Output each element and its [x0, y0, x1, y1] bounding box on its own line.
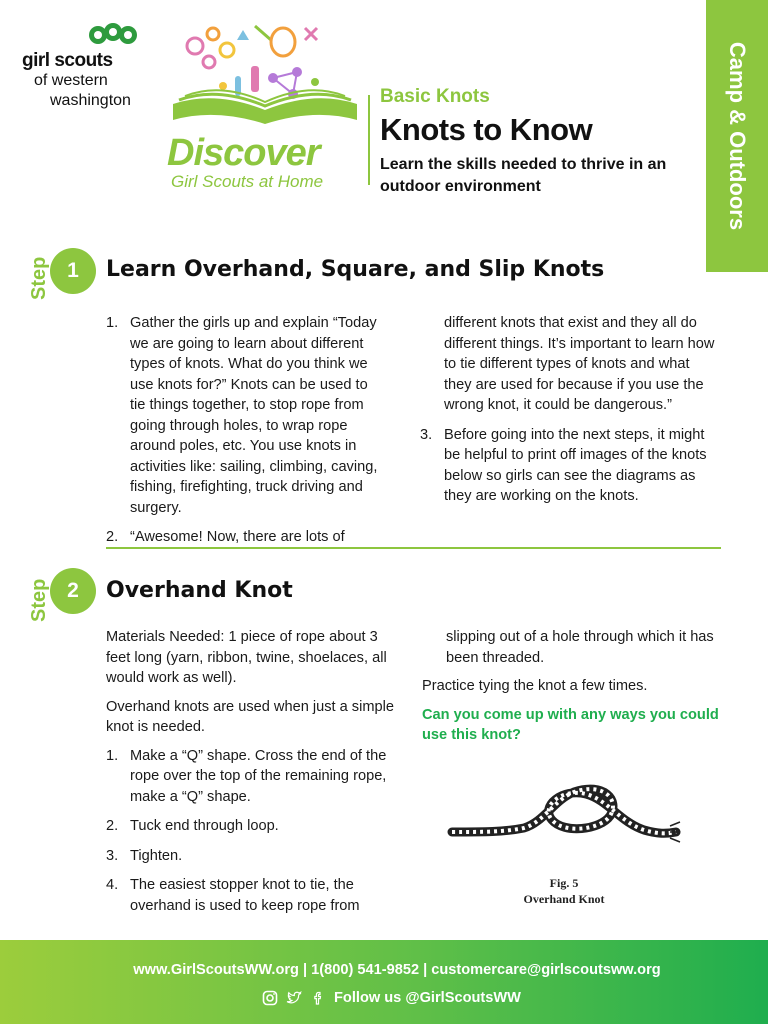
- discover-wordmark: Discover: [167, 132, 320, 174]
- discover-logo: [165, 20, 365, 190]
- step1-title: Learn Overhand, Square, and Slip Knots: [106, 257, 605, 282]
- social-row: [262, 990, 521, 1006]
- list-item: 1. Make a “Q” shape. Cross the end of the rope over the top of the remaining rope, make a “Q” shape.: [106, 747, 387, 805]
- step1-label: Step: [28, 256, 50, 300]
- trefoil-icon: [88, 22, 138, 48]
- overhand-knot-figure: [444, 770, 684, 920]
- category-label: Camp & Outdoors: [725, 41, 750, 231]
- step2-label: Step: [28, 578, 50, 622]
- question-callout: Can you come up with any ways you could use this knot?: [422, 706, 719, 743]
- contact-info: www.GirlScoutsWW.org | 1(800) 541-9852 | customercare@girlscoutsww.org: [133, 962, 661, 978]
- step1-column-right: [420, 313, 720, 516]
- org-name-line1: girl scouts: [22, 50, 113, 71]
- step2-column-right: [422, 627, 722, 754]
- list-item: 3. Tighten.: [106, 847, 183, 864]
- girl-scouts-logo: [22, 22, 142, 109]
- list-item: 4. The easiest stopper knot to tie, the overhand is used to keep rope from: [106, 877, 360, 914]
- step1-number-badge: 1: [50, 248, 96, 294]
- list-item: 2. Tuck end through loop.: [106, 818, 279, 834]
- step2-title: Overhand Knot: [106, 578, 293, 603]
- overhand-knot-illustration-icon: [444, 770, 684, 880]
- step1-column-left: [106, 313, 386, 557]
- facebook-icon[interactable]: [310, 990, 326, 1006]
- step2-column-left: [106, 627, 406, 925]
- materials-text: Materials Needed: 1 piece of rope about 3 feet long (yarn, ribbon, twine, shoelaces, all would work as well).: [106, 629, 387, 686]
- open-book-illustration-icon: [165, 20, 365, 138]
- figure-label: Fig. 5: [549, 876, 579, 890]
- header-divider: [368, 95, 370, 185]
- follow-text[interactable]: Follow us @GirlScoutsWW: [334, 990, 521, 1006]
- category-side-tab: [706, 0, 768, 272]
- list-item: 2. “Awesome! Now, there are lots of: [106, 529, 345, 545]
- step2-number-badge: 2: [50, 568, 96, 614]
- figure-caption: Overhand Knot: [523, 892, 605, 906]
- list-item: 3. Before going into the next steps, it might be helpful to print off images of the knots below so girls can see the diagrams as they are working on the knots.: [420, 426, 707, 504]
- discover-subtitle: Girl Scouts at Home: [171, 172, 324, 191]
- list-item-continued: different knots that exist and they all do different things. It’s important to learn how to tie different types of knots and what they are used for because if you use the wrong knot, it could be dangerous.”: [444, 315, 715, 413]
- page-description: Learn the skills needed to thrive in an outdoor environment: [380, 156, 667, 195]
- list-item: 1. Gather the girls up and explain “Today we are going to learn about different types of knots. What do you think we use knots for?” Knots can be used to tie things together, to stop rope from going through holes, to wrap rope around poles, etc. You use knots in activities like: sailing, climbing, caving, fishing, firefighting, truck driving and surgery.: [106, 315, 378, 516]
- practice-text: Practice tying the knot a few times.: [422, 678, 648, 694]
- list-item-continued: slipping out of a hole through which it has been threaded.: [446, 629, 714, 666]
- instagram-icon[interactable]: [262, 990, 278, 1006]
- org-name-line2: of western: [34, 72, 108, 89]
- page-title: Knots to Know: [380, 112, 593, 147]
- intro-text: Overhand knots are used when just a simple knot is needed.: [106, 698, 394, 735]
- title-block: [380, 86, 700, 198]
- kicker-text: Basic Knots: [380, 86, 490, 107]
- footer-bar: [0, 940, 768, 1024]
- section-divider: [106, 547, 721, 549]
- twitter-icon[interactable]: [286, 990, 302, 1006]
- org-name-line3: washington: [50, 92, 131, 109]
